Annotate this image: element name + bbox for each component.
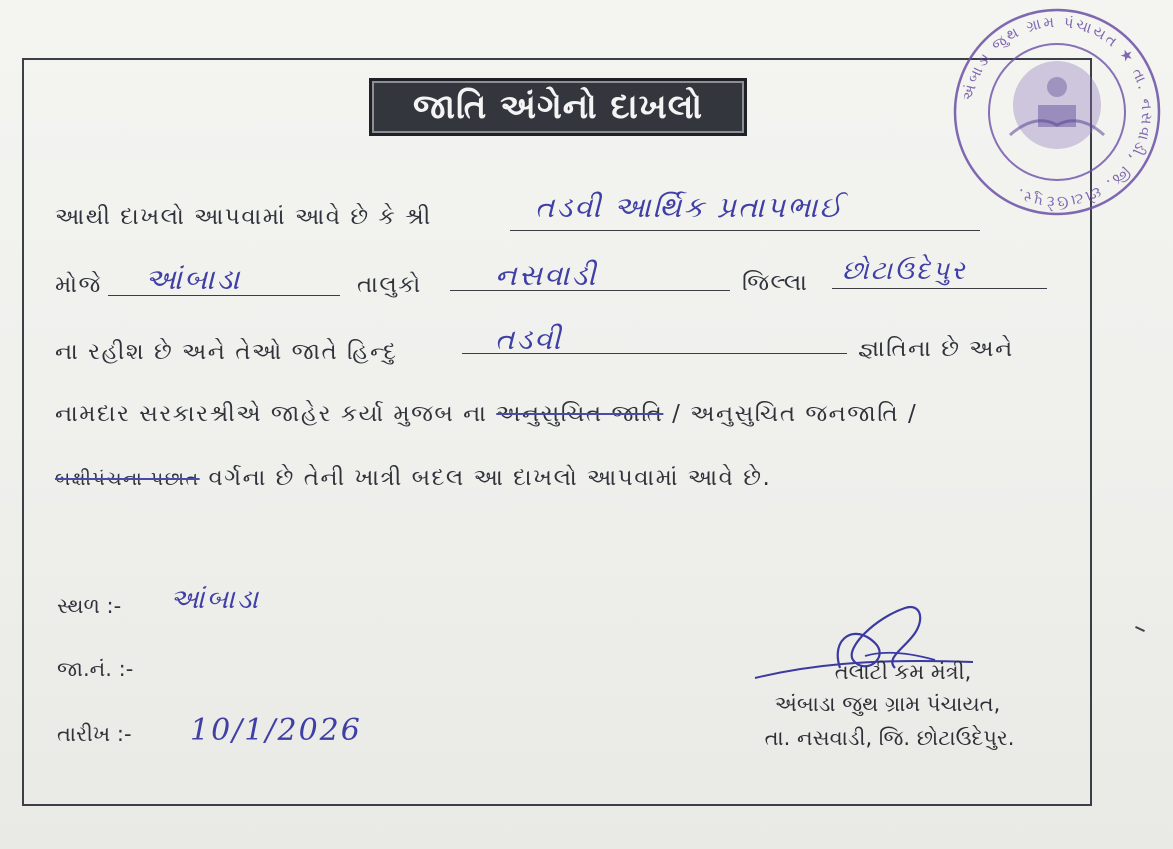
place-label: સ્થળ :- — [57, 594, 122, 618]
line-4-prefix: નામદાર સરકારશ્રીએ જાહેર કર્યા મુજબ ના — [55, 401, 488, 427]
date-label: તારીખ :- — [57, 722, 132, 746]
date-value: 10/1/2026 — [190, 713, 362, 748]
district-label: જિલ્લા — [742, 270, 809, 296]
line-1-prefix: આથી દાખલો આપવામાં આવે છે કે શ્રી — [55, 204, 432, 230]
holder-name: તડવી આર્થિક પ્રતાપભાઈ — [535, 190, 844, 224]
taluka-value: નસવાડી — [495, 258, 598, 292]
signatory-designation: તલાટી કમ મંત્રી, — [834, 660, 972, 684]
stray-pen-mark — [1135, 626, 1145, 632]
place-value: આંબાડા — [170, 584, 261, 615]
name-fill-line — [510, 230, 980, 231]
line-5-suffix: વર્ગના છે તેની ખાત્રી બદલ આ દાખલો આપવામાં આવે છે. — [208, 465, 772, 491]
line-5-text — [55, 465, 771, 491]
signatory-office: અંબાડા જુથ ગ્રામ પંચાયત, — [774, 692, 1001, 716]
district-fill-line — [832, 288, 1047, 289]
certificate-title: જાતિ અંગેનો દાખલો — [413, 87, 703, 127]
line-3-suffix: જ્ઞાતિના છે અને — [858, 336, 1014, 362]
signatory-address: તા. નસવાડી, જિ. છોટાઉદેપુર. — [764, 726, 1015, 750]
svg-text:અંબાડા જુથ ગ્રામ પંચાયત ★ તા.: અંબાડા જુથ ગ્રામ પંચાયત ★ તા. નસવાડી, જિ. છોટાઉદેપુર. — [958, 12, 1157, 212]
panchayat-seal-stamp — [950, 5, 1165, 220]
certificate-title-box — [369, 78, 747, 136]
taluka-label: તાલુકો — [357, 272, 422, 298]
line-4-text — [55, 401, 917, 427]
outward-number-label: જા.નં. :- — [57, 657, 134, 681]
district-value: છોટાઉદેપુર — [842, 256, 967, 286]
village-value: આંબાડા — [145, 262, 242, 296]
village-label: મોજે — [55, 272, 102, 298]
line-3-prefix: ના રહીશ છે અને તેઓ જાતે હિન્દુ — [55, 339, 398, 365]
caste-value: તડવી — [495, 322, 563, 356]
struck-backward-class: બક્ષીપંચના પછાત — [55, 468, 200, 490]
line-4-suffix: / અનુસુચિત જનજાતિ / — [672, 401, 918, 427]
struck-scheduled-caste: અનુસુચિત જાતિ — [496, 401, 664, 427]
